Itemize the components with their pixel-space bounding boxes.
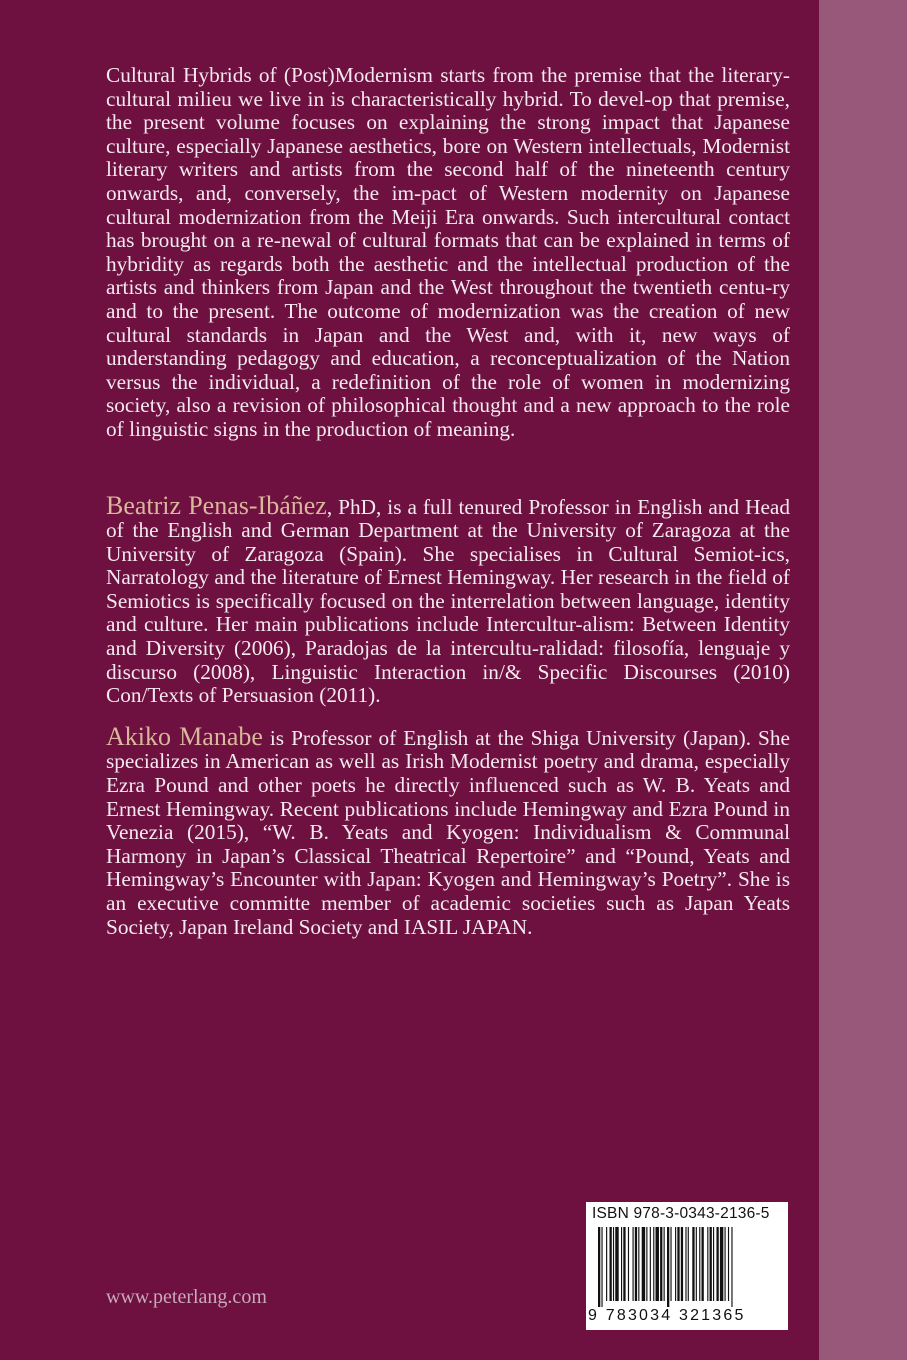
isbn-digits: 9 783034 321365	[588, 1307, 746, 1324]
barcode-bar	[675, 1227, 676, 1301]
barcode-bar	[667, 1227, 669, 1307]
barcode-bar	[710, 1227, 712, 1301]
barcode-bar	[615, 1227, 618, 1301]
barcode-bars	[594, 1227, 782, 1307]
barcode-bar	[685, 1227, 686, 1301]
barcode-bar	[646, 1227, 647, 1301]
barcode-bar	[702, 1227, 704, 1301]
barcode-bar	[681, 1227, 683, 1301]
isbn-label: ISBN 978-3-0343-2136-5	[592, 1205, 770, 1222]
barcode-bar	[621, 1227, 622, 1301]
barcode-bar	[677, 1227, 679, 1301]
barcode-bar	[613, 1227, 614, 1301]
barcode-bar	[713, 1227, 714, 1301]
barcode-bar	[699, 1227, 700, 1301]
publisher-url: www.peterlang.com	[106, 1286, 267, 1308]
author-name-penas: Beatriz Penas-Ibáñez	[106, 490, 327, 520]
intro-text: starts from the premise that the literary-cultural milieu we live in is characteristically hybrid. To devel-op that premise, the present volume focuses on explaining the strong impact that Japanese culture, especially Japanese aesthetics, bore on Western intellectuals, Modernist literary writers and artists from the second half of the nineteenth century onwards, and, conversely, the im-pact of Western modernity on Japanese cultural modernization from the Meiji Era onwards. Such intercultural contact has brought on a re-newal of cultural formats that can be explained in terms of hybridity as regards both the aesthetic and the intellectual production of the artists and thinkers from Japan and the West throughout the twentieth centu-ry and to the present. The outcome of modernization was the creation of new cultural standards in Japan and the West and, with it, new ways of understanding pedagogy and education, a reconceptualization of the Nation versus the individual, a redefinition of the role of women in modernizing society, also a revision of philosophical thought and a new approach to the role of linguistic signs in the production of meaning.	[106, 63, 790, 441]
barcode-bar	[692, 1227, 694, 1301]
barcode-bar	[638, 1227, 639, 1301]
barcode-bar	[728, 1227, 729, 1301]
barcode-bar	[725, 1227, 726, 1301]
book-title: Cultural Hybrids of (Post)Modernism	[106, 63, 433, 87]
barcode-bar	[656, 1227, 659, 1301]
barcode-bar	[660, 1227, 662, 1301]
barcode-bar	[650, 1227, 651, 1301]
barcode-bar	[670, 1227, 671, 1301]
isbn-barcode	[586, 1202, 788, 1330]
barcode-bar	[707, 1227, 708, 1301]
barcode-bar	[642, 1227, 645, 1301]
barcode-bar	[720, 1227, 723, 1301]
barcode-bar	[598, 1227, 600, 1307]
barcode-bar	[635, 1227, 637, 1301]
barcode-bar	[716, 1227, 718, 1301]
intro-paragraph	[106, 64, 790, 442]
barcode-bar	[606, 1227, 607, 1301]
barcode-bar	[633, 1227, 634, 1301]
barcode-bar	[653, 1227, 654, 1301]
spine-strip	[819, 0, 907, 1360]
barcode-bar	[623, 1227, 625, 1301]
author-name-manabe: Akiko Manabe	[106, 721, 263, 751]
barcode-bar	[610, 1227, 612, 1301]
author-bio-penas: Beatriz Penas-Ibáñez, PhD, is a full tenured Professor in English and Head of the English and German Department at the University of Zaragoza at the University of Zaragoza (Spain). She specialises in Cultural Semiot-ics, Narratology and the literature of Ernest Hemingway. Her research in the field of Semiotics is specifically focused on the interrelation between language, identity and culture. Her main publications include Intercultur-alism: Between Identity and Diversity (2006), Paradojas de la intercultu-ralidad: filosofía, lenguaje y discurso (2008), Linguistic Interaction in/& Specific Discourses (2010) Con/Texts of Persuasion (2011).	[106, 490, 791, 708]
author-bio-manabe: Akiko Manabe is Professor of English at the Shiga University (Japan). She specializes in American as well as Irish Modernist poetry and drama, especially Ezra Pound and other poets he directly influenced such as W. B. Yeats and Ernest Hemingway. Recent publications include Hemingway and Ezra Pound in Venezia (2015), “W. B. Yeats and Kyogen: Individualism & Communal Harmony in Japan’s Classical Theatrical Repertoire” and “Pound, Yeats and Hemingway’s Encounter with Japan: Kyogen and Hemingway’s Poetry”. She is an executive committe member of academic societies such as Japan Yeats Society, Japan Ireland Society and IASIL JAPAN.	[106, 721, 790, 939]
barcode-bar	[664, 1227, 665, 1301]
barcode-bar	[601, 1227, 602, 1307]
back-cover-text	[106, 64, 790, 939]
barcode-bar	[688, 1227, 689, 1301]
barcode-bar	[731, 1227, 732, 1307]
barcode-bar	[628, 1227, 629, 1301]
barcode-bar	[696, 1227, 697, 1301]
